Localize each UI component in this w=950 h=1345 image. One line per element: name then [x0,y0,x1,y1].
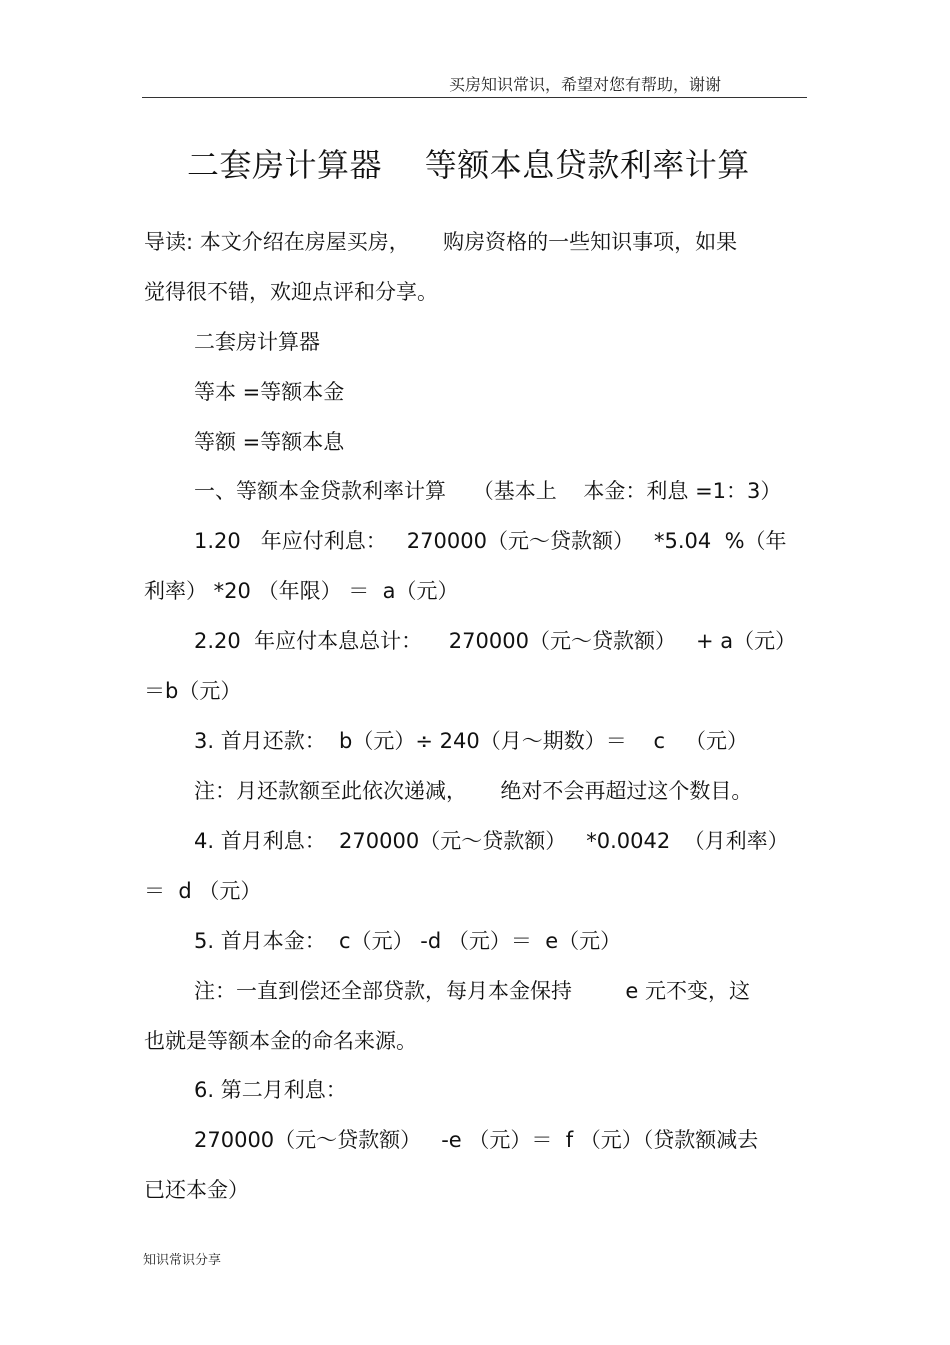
note-line: 注：月还款额至此依次递减， 绝对不会再超过这个数目。 [194,779,753,803]
paragraph-line: 4. 首月利息： 270000（元～贷款额） *0.0042 （月利率） [194,829,789,853]
paragraph-line: 3. 首月还款： b（元）÷ 240（月～期数）＝ c （元） [194,729,749,753]
paragraph-line: 已还本金） [144,1178,249,1202]
page-footer: 知识常识分享 [143,1253,222,1268]
paragraph-line: 6. 第二月利息： [194,1078,347,1102]
paragraph-line: 等本 =等额本金 [194,380,345,404]
intro-line-1: 导读: 本文介绍在房屋买房， 购房资格的一些知识事项，如果 [144,230,738,254]
paragraph-line: 270000（元～贷款额） -e （元）＝ f （元）（贷款额减去 [194,1128,759,1152]
page-header: 买房知识常识，希望对您有帮助，谢谢 [449,75,722,94]
paragraph-line: 1.20 年应付利息： 270000（元～贷款额） *5.04 %（年 [194,529,787,553]
header-divider [142,97,807,98]
note-line: 也就是等额本金的命名来源。 [144,1029,417,1053]
paragraph-line: 5. 首月本金： c（元） -d （元）＝ e（元） [194,929,622,953]
note-line: 注：一直到偿还全部贷款，每月本金保持 e 元不变，这 [194,979,750,1003]
intro-line-2: 觉得很不错，欢迎点评和分享。 [144,280,438,304]
paragraph-line: 利率） *20 （年限） ＝ a（元） [144,579,459,603]
paragraph-line: ＝b（元） [144,679,242,703]
paragraph-line: 2.20 年应付本息总计： 270000（元～贷款额） + a（元） [194,629,797,653]
paragraph-line: ＝ d （元） [144,879,262,903]
paragraph-heading: 二套房计算器 [194,330,320,354]
page-title: 二套房计算器 等额本息贷款利率计算 [187,146,750,184]
section-heading: 一、等额本金贷款利率计算 （基本上 本金：利息 =1：3） [194,479,782,503]
paragraph-line: 等额 =等额本息 [194,430,345,454]
